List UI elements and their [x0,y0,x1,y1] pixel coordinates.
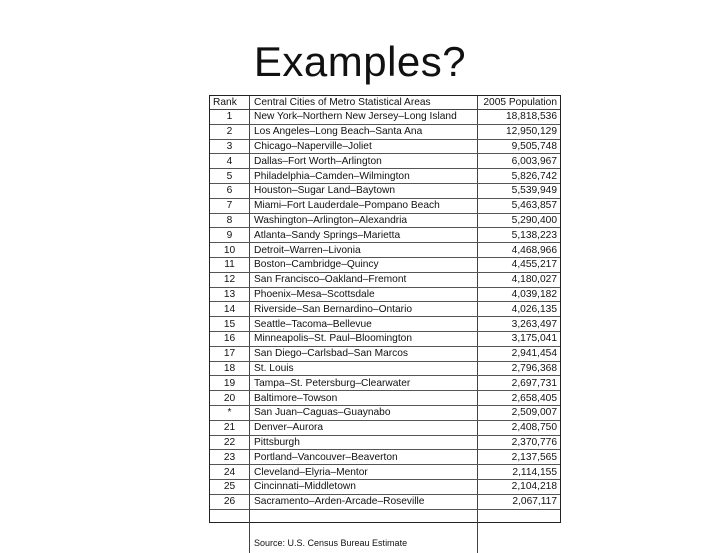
source-spacer [210,509,250,553]
source-spacer-right [478,509,561,553]
table-row [210,183,560,198]
population-cell: 5,290,400 [478,213,561,228]
rank-cell: 8 [210,213,250,228]
population-cell: 6,003,967 [478,154,561,169]
slide-title: Examples? [253,38,467,85]
population-cell: 12,950,129 [478,124,561,139]
population-cell: 2,104,218 [478,479,561,494]
city-cell: Atlanta–Sandy Springs–Marietta [250,228,478,243]
table-row [210,169,560,184]
rank-cell: 24 [210,465,250,480]
table-header-row [210,96,560,110]
table-row [210,243,560,258]
rank-cell: 11 [210,257,250,272]
table-row [210,139,560,154]
rank-cell: 5 [210,169,250,184]
population-cell: 2,408,750 [478,420,561,435]
population-table [209,95,561,548]
rank-cell: 19 [210,376,250,391]
table-row [210,110,560,125]
rank-cell: 21 [210,420,250,435]
rank-cell: 12 [210,272,250,287]
header-population: 2005 Population [478,96,561,110]
population-cell: 2,697,731 [478,376,561,391]
population-cell: 5,138,223 [478,228,561,243]
city-cell: Dallas–Fort Worth–Arlington [250,154,478,169]
city-cell: Cleveland–Elyria–Mentor [250,465,478,480]
city-cell: Sacramento–Arden-Arcade–Roseville [250,494,478,509]
city-cell: Detroit–Warren–Livonia [250,243,478,258]
population-cell: 4,026,135 [478,302,561,317]
table-row [210,494,560,509]
rank-cell: 9 [210,228,250,243]
population-cell: 2,114,155 [478,465,561,480]
table-row [210,450,560,465]
city-cell: Philadelphia–Camden–Wilmington [250,169,478,184]
table-row [210,435,560,450]
table-row [210,287,560,302]
table-row [210,198,560,213]
rank-cell: 2 [210,124,250,139]
rank-cell: 7 [210,198,250,213]
population-cell: 2,137,565 [478,450,561,465]
rank-cell: 20 [210,391,250,406]
population-cell: 2,941,454 [478,346,561,361]
header-city: Central Cities of Metro Statistical Areas [250,96,478,110]
city-cell: Boston–Cambridge–Quincy [250,257,478,272]
population-cell: 4,455,217 [478,257,561,272]
city-cell: Seattle–Tacoma–Bellevue [250,317,478,332]
population-cell: 9,505,748 [478,139,561,154]
population-cell: 5,463,857 [478,198,561,213]
table-row [210,331,560,346]
city-cell: Houston–Sugar Land–Baytown [250,183,478,198]
rank-cell: 26 [210,494,250,509]
city-cell: Los Angeles–Long Beach–Santa Ana [250,124,478,139]
city-cell: San Francisco–Oakland–Fremont [250,272,478,287]
rank-cell: 16 [210,331,250,346]
rank-cell: 10 [210,243,250,258]
city-cell: Tampa–St. Petersburg–Clearwater [250,376,478,391]
table-row [210,317,560,332]
source-note: Source: U.S. Census Bureau Estimate [250,509,478,553]
city-cell: Phoenix–Mesa–Scottsdale [250,287,478,302]
city-cell: Pittsburgh [250,435,478,450]
population-cell: 18,818,536 [478,110,561,125]
population-cell: 4,180,027 [478,272,561,287]
city-cell: Chicago–Naperville–Joliet [250,139,478,154]
rank-cell: 25 [210,479,250,494]
rank-cell: 17 [210,346,250,361]
population-table-grid [210,96,560,553]
city-cell: Cincinnati–Middletown [250,479,478,494]
table-row [210,420,560,435]
table-row [210,479,560,494]
city-cell: St. Louis [250,361,478,376]
table-row [210,361,560,376]
population-cell: 2,067,117 [478,494,561,509]
population-cell: 2,658,405 [478,391,561,406]
rank-cell: * [210,405,250,420]
population-cell: 5,826,742 [478,169,561,184]
population-cell: 3,175,041 [478,331,561,346]
rank-cell: 6 [210,183,250,198]
population-cell: 4,039,182 [478,287,561,302]
city-cell: Minneapolis–St. Paul–Bloomington [250,331,478,346]
city-cell: Denver–Aurora [250,420,478,435]
city-cell: New York–Northern New Jersey–Long Island [250,110,478,125]
table-row [210,465,560,480]
table-row [210,228,560,243]
rank-cell: 18 [210,361,250,376]
city-cell: San Juan–Caguas–Guaynabo [250,405,478,420]
population-cell: 2,509,007 [478,405,561,420]
city-cell: Miami–Fort Lauderdale–Pompano Beach [250,198,478,213]
city-cell: San Diego–Carlsbad–San Marcos [250,346,478,361]
rank-cell: 22 [210,435,250,450]
rank-cell: 23 [210,450,250,465]
population-cell: 2,796,368 [478,361,561,376]
table-row [210,346,560,361]
table-row [210,376,560,391]
table-row [210,124,560,139]
table-row [210,391,560,406]
population-cell: 5,539,949 [478,183,561,198]
rank-cell: 4 [210,154,250,169]
population-cell: 2,370,776 [478,435,561,450]
table-row [210,405,560,420]
rank-cell: 13 [210,287,250,302]
table-row [210,154,560,169]
rank-cell: 14 [210,302,250,317]
source-row [210,509,560,553]
table-row [210,257,560,272]
rank-cell: 1 [210,110,250,125]
city-cell: Washington–Arlington–Alexandria [250,213,478,228]
rank-cell: 3 [210,139,250,154]
city-cell: Riverside–San Bernardino–Ontario [250,302,478,317]
population-cell: 4,468,966 [478,243,561,258]
table-row [210,302,560,317]
population-cell: 3,263,497 [478,317,561,332]
table-row [210,213,560,228]
city-cell: Portland–Vancouver–Beaverton [250,450,478,465]
rank-cell: 15 [210,317,250,332]
city-cell: Baltimore–Towson [250,391,478,406]
table-row [210,272,560,287]
header-rank: Rank [210,96,250,110]
